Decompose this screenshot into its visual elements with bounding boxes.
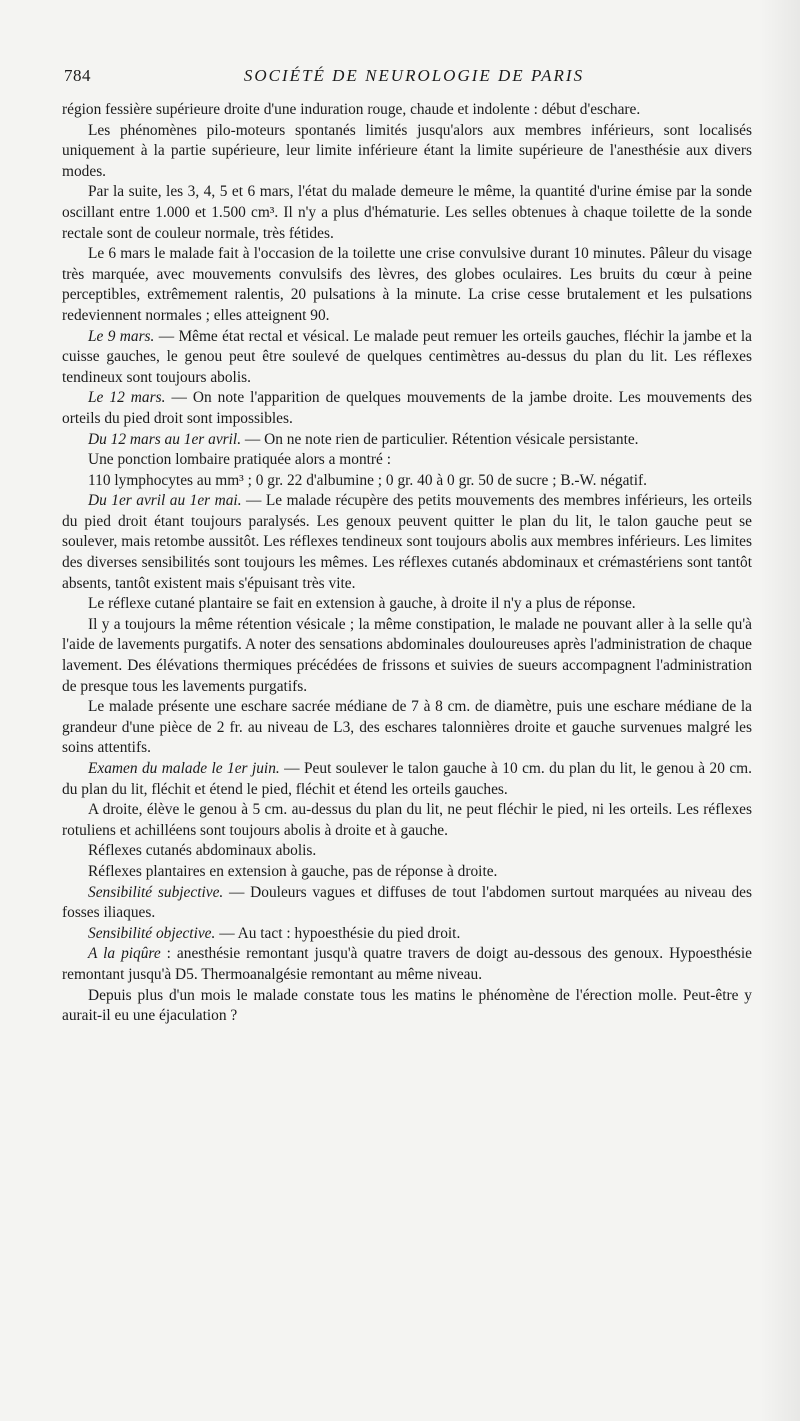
paragraph-label: Le 12 mars. [88,389,166,407]
paragraph-text: — On ne note rien de particulier. Rétention vésicale persistante. [241,430,639,448]
paragraph-text: Le 6 mars le malade fait à l'occasion de la toilette une crise convulsive durant 10 minutes. Pâleur du visage très marquée, avec mouvements convulsifs des lèvres, des globes oculaires. Les bruits du cœur à peine perceptibles, extrêmement ralentis, 20 pulsations à la minute. La crise cesse brutalement et les pulsations redeviennent normales ; elles atteignent 90. [62,245,752,324]
scan-edge-shade [760,0,800,1421]
body-text [62,100,752,1027]
paragraph [62,100,752,121]
paragraph-text: — On note l'apparition de quelques mouvements de la jambe droite. Les mouvements des orteils du pied droit sont impossibles. [62,389,752,427]
paragraph-text: — Douleurs vagues et diffuses de tout l'abdomen surtout marquées au niveau des fosses iliaques. [62,883,752,922]
paragraph-text: Le malade présente une eschare sacrée médiane de 7 à 8 cm. de diamètre, puis une eschare médiane de la grandeur d'une pièce de 2 fr. au niveau de L3, des eschares talonnières droite et gauche survenues malgré les soins attentifs. [62,698,752,757]
paragraph [62,450,752,471]
paragraph [62,244,752,326]
paragraph [62,924,752,945]
paragraph [62,944,752,985]
paragraph-label: Examen du malade le 1er juin. [88,760,280,777]
paragraph-text: Réflexes cutanés abdominaux abolis. [88,842,317,860]
paragraph [62,986,752,1027]
paragraph [62,491,752,594]
paragraph-label: Sensibilité subjective. [88,883,224,901]
paragraph-text: région fessière supérieure droite d'une induration rouge, chaude et indolente : début d'eschare. [62,101,641,118]
paragraph [62,862,752,883]
paragraph-text: Il y a toujours la même rétention vésicale ; la même constipation, le malade ne pouvant aller à la selle qu'à l'aide de lavements purgatifs. A noter des sensations abdominales douloureuses après l'administration de chaque lavement. Des élévations thermiques précédées de frissons et suivies de sueurs accompagnent l'administration de presque tous les lavements purgatifs. [62,615,752,695]
paragraph-text: A droite, élève le genou à 5 cm. au-dessus du plan du lit, ne peut fléchir le pied, ni les orteils. Les réflexes rotuliens et achilléens sont toujours abolis à droite et à gauche. [62,801,752,839]
running-title: SOCIÉTÉ DE NEUROLOGIE DE PARIS [243,66,585,85]
paragraph [62,121,752,183]
paragraph [62,883,752,924]
paragraph-text: Depuis plus d'un mois le malade constate tous les matins le phénomène de l'érection molle. Peut-être y aurait-il eu une éjaculation ? [62,986,752,1025]
paragraph-text: Le réflexe cutané plantaire se fait en extension à gauche, à droite il n'y a plus de réponse. [88,595,636,613]
paragraph [62,471,752,492]
paragraph-text: — Même état rectal et vésical. Le malade peut remuer les orteils gauches, fléchir la jambe et la cuisse gauches, le genou peut être soulevé de quelques centimètres au-dessus du plan du lit. Les réflexes tendineux sont toujours abolis. [62,327,752,386]
paragraph-text: Par la suite, les 3, 4, 5 et 6 mars, l'état du malade demeure le même, la quantité d'urine émise par la sonde oscillant entre 1.000 et 1.500 cm³. Il n'y a plus d'hématurie. Les selles obtenues à chaque toilette de la sonde rectale sont de couleur normale, très fétides. [62,183,752,242]
paragraph [62,615,752,697]
paragraph [62,800,752,841]
paragraph [62,430,752,451]
paragraph-label: Du 1er avril au 1er mai. [88,492,242,510]
paragraph-label: Le 9 mars. [88,327,155,345]
paragraph-text: Une ponction lombaire pratiquée alors a montré : [88,451,392,469]
paragraph-text: : anesthésie remontant jusqu'à quatre travers de doigt au-dessous des genoux. Hypoesthésie remontant jusqu'à D5. Thermoanalgésie remontant au même niveau. [62,945,753,983]
paragraph [62,697,752,759]
paragraph [62,841,752,862]
page-number: 784 [64,66,91,85]
paragraph-label: Du 12 mars au 1er avril. [88,430,242,448]
paragraph [62,759,752,800]
paragraph-text: Les phénomènes pilo-moteurs spontanés limités jusqu'alors aux membres inférieurs, sont localisés uniquement à la partie supérieure, leur limite inférieure étant la limite supérieure de l'anesthésie aux divers modes. [62,121,752,180]
paragraph-text: Réflexes plantaires en extension à gauche, pas de réponse à droite. [88,862,498,880]
paragraph-label: A la piqûre [88,945,161,963]
paragraph [62,388,752,429]
paragraph-text: 110 lymphocytes au mm³ ; 0 gr. 22 d'albumine ; 0 gr. 40 à 0 gr. 50 de sucre ; B.-W. négatif. [88,471,647,489]
paragraph-text: — Peut soulever le talon gauche à 10 cm. du plan du lit, le genou à 20 cm. du plan du lit, fléchit et étend le pied, fléchit et étend les orteils gauches. [62,760,753,798]
paragraph-text: — Le malade récupère des petits mouvements des membres inférieurs, les orteils du pied droit étant toujours paralysés. Les genoux peuvent quitter le plan du lit, le talon gauche peut se soulever, mais retombe aussitôt. Les réflexes tendineux sont toujours abolis aux membres inférieurs. Les limites des diverses sensibilités sont toujours les mêmes. Les réflexes cutanés abdominaux et crémastériens sont tantôt absents, tantôt existent mais s'épuisant très vite. [62,492,752,592]
paragraph [62,182,752,244]
paragraph [62,327,752,389]
paragraph-text: — Au tact : hypoesthésie du pied droit. [215,924,461,942]
paragraph-label: Sensibilité objective. [88,924,216,942]
page-header [58,66,770,90]
paragraph [62,594,752,615]
